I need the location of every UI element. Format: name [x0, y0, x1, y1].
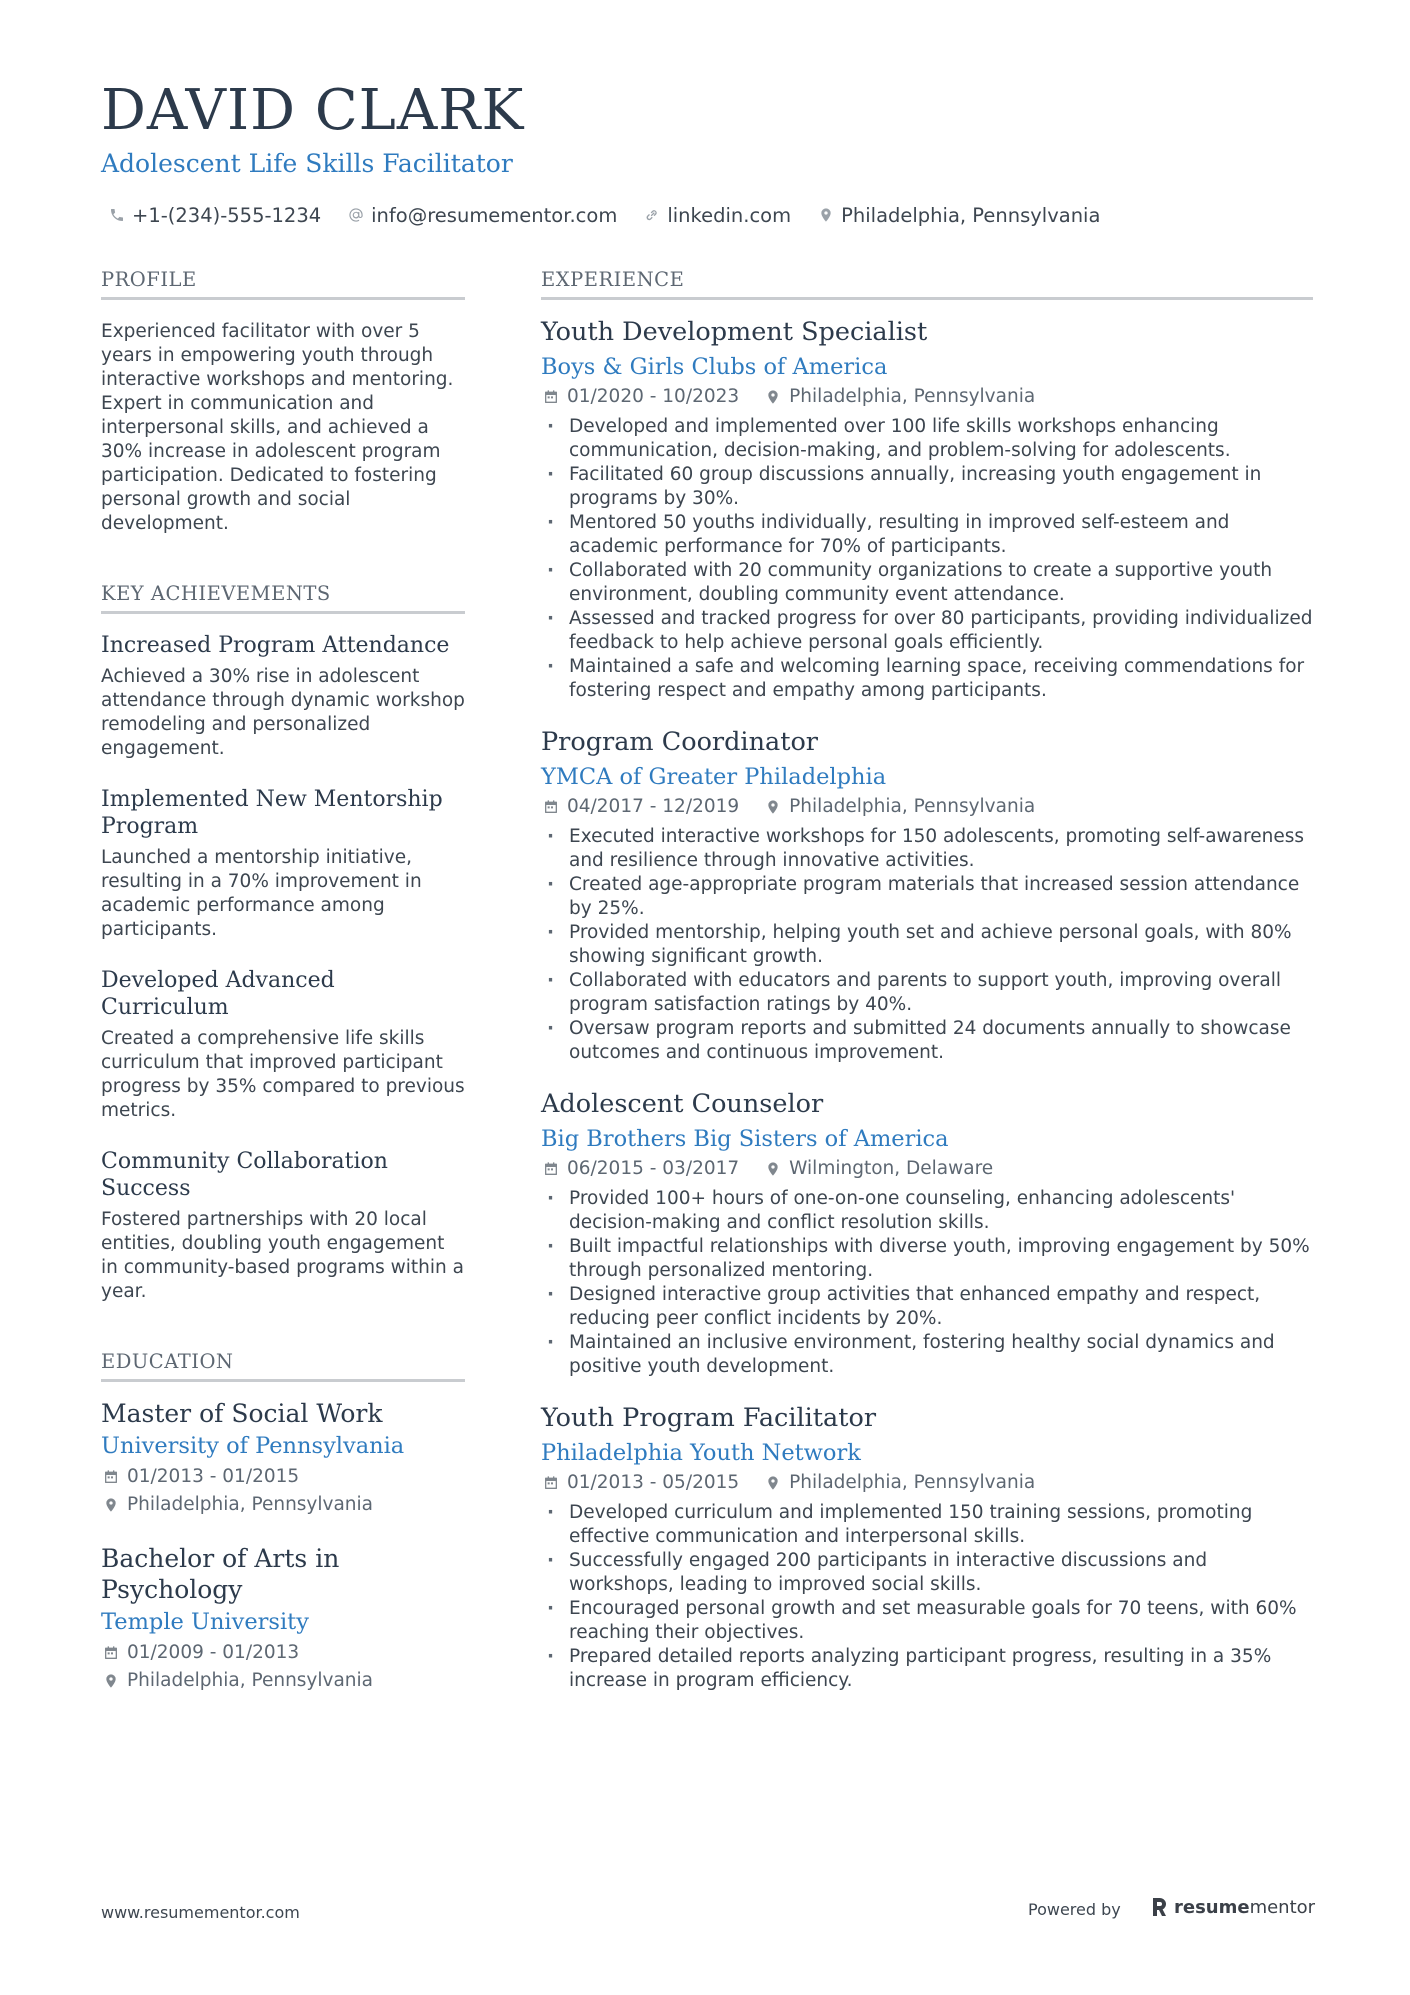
education-dates-text: 01/2009 - 01/2013	[127, 1642, 300, 1663]
education-item	[101, 1398, 465, 1517]
bullet-item: · Encouraged personal growth and set measurable goals for 70 teens, with 60% reaching their objectives.	[541, 1597, 1313, 1645]
location-pin-icon	[765, 799, 781, 815]
bullet-item: · Provided mentorship, helping youth set and achieve personal goals, with 80% showing significant growth.	[541, 921, 1313, 969]
linkedin-text: linkedin.com	[667, 203, 792, 227]
candidate-title: Adolescent Life Skills Facilitator	[101, 149, 513, 178]
job-entry	[541, 1088, 1313, 1379]
education-dates	[101, 1465, 465, 1489]
achievement-title: Community Collaboration Success	[101, 1149, 388, 1201]
education-dates	[101, 1641, 465, 1665]
education-school: Temple University	[101, 1609, 309, 1635]
education-section	[101, 1350, 465, 1693]
bullet-item: · Maintained an inclusive environment, fostering healthy social dynamics and positive youth development.	[541, 1331, 1313, 1379]
achievement-title: Developed Advanced Curriculum	[101, 968, 335, 1020]
brand-logo[interactable]	[1150, 1896, 1315, 1918]
location-pin-icon	[765, 1161, 781, 1177]
job-title: Youth Program Facilitator	[541, 1403, 877, 1433]
phone-text: +1-(234)-555-1234	[132, 203, 322, 227]
education-dates-text: 01/2013 - 01/2015	[127, 1466, 300, 1487]
brand-name-bold: resume	[1174, 1896, 1250, 1918]
job-title: Adolescent Counselor	[541, 1089, 824, 1119]
achievement-desc: Created a comprehensive life skills curriculum that improved participant progress by 35% compared to previous metrics.	[101, 1028, 465, 1121]
right-column	[541, 268, 1313, 1693]
achievement-desc: Fostered partnerships with 20 local entities, doubling youth engagement in community-based programs within a year.	[101, 1209, 464, 1302]
job-location	[763, 1471, 1035, 1495]
profile-section	[101, 268, 465, 536]
job-meta	[541, 1471, 1313, 1495]
bullet-item: · Collaborated with educators and parents to support youth, improving overall program satisfaction ratings by 40%.	[541, 969, 1313, 1017]
location-pin-icon	[765, 389, 781, 405]
bullet-item: · Prepared detailed reports analyzing participant progress, resulting in a 35% increase in program efficiency.	[541, 1645, 1313, 1693]
achievements-heading: KEY ACHIEVEMENTS	[101, 582, 465, 614]
contact-location	[817, 204, 1100, 227]
location-text: Philadelphia, Pennsylvania	[841, 203, 1101, 227]
bullet-item: · Developed and implemented over 100 life skills workshops enhancing communication, decision-making, and problem-solving for adolescents.	[541, 415, 1313, 463]
achievement-title: Increased Program Attendance	[101, 633, 450, 658]
contact-phone[interactable]	[108, 204, 321, 227]
bullet-item: · Facilitated 60 group discussions annually, increasing youth engagement in programs by 30%.	[541, 463, 1313, 511]
achievement-item	[101, 632, 465, 761]
job-bullets	[541, 1187, 1313, 1379]
calendar-icon	[103, 1469, 119, 1485]
job-meta	[541, 1157, 1313, 1181]
contact-email[interactable]	[347, 204, 617, 227]
achievement-item	[101, 786, 465, 942]
footer-url[interactable]: www.resumementor.com	[101, 1903, 300, 1922]
job-company: Big Brothers Big Sisters of America	[541, 1126, 949, 1152]
bullet-item: · Successfully engaged 200 participants in interactive discussions and workshops, leading to improved social skills.	[541, 1549, 1313, 1597]
powered-by-label: Powered by	[1028, 1900, 1121, 1919]
education-location	[101, 1669, 465, 1693]
bullet-item: · Created age-appropriate program materials that increased session attendance by 25%.	[541, 873, 1313, 921]
bullet-item: · Maintained a safe and welcoming learning space, receiving commendations for fostering respect and empathy among participants.	[541, 655, 1313, 703]
job-title: Youth Development Specialist	[541, 317, 928, 347]
job-entry	[541, 1402, 1313, 1693]
bullet-item: · Executed interactive workshops for 150 adolescents, promoting self-awareness and resilience through innovative activities.	[541, 825, 1313, 873]
calendar-icon	[103, 1645, 119, 1661]
bullet-item: · Collaborated with 20 community organizations to create a supportive youth environment, doubling community event attendance.	[541, 559, 1313, 607]
job-company: YMCA of Greater Philadelphia	[541, 764, 887, 790]
job-bullets	[541, 415, 1313, 703]
email-text: info@resumementor.com	[371, 203, 618, 227]
calendar-icon	[543, 1161, 559, 1177]
job-title: Program Coordinator	[541, 727, 819, 757]
education-location-text: Philadelphia, Pennsylvania	[127, 1670, 374, 1691]
education-location	[101, 1493, 465, 1517]
job-location	[763, 385, 1035, 409]
location-pin-icon	[103, 1497, 119, 1513]
job-location-text: Philadelphia, Pennsylvania	[789, 796, 1036, 817]
profile-heading: PROFILE	[101, 268, 465, 300]
calendar-icon	[543, 799, 559, 815]
education-heading: EDUCATION	[101, 1350, 465, 1382]
achievement-desc: Launched a mentorship initiative, resulting in a 70% improvement in academic performance among participants.	[101, 847, 422, 940]
job-location-text: Wilmington, Delaware	[789, 1158, 994, 1179]
education-item	[101, 1543, 465, 1693]
resumementor-logo-icon	[1150, 1896, 1168, 1918]
contact-linkedin[interactable]	[643, 204, 791, 227]
achievement-item	[101, 1148, 465, 1304]
brand-name-rest: mentor	[1249, 1896, 1316, 1918]
job-company: Philadelphia Youth Network	[541, 1440, 861, 1466]
job-meta	[541, 385, 1313, 409]
job-meta	[541, 795, 1313, 819]
job-location	[763, 1157, 993, 1181]
bullet-item: · Oversaw program reports and submitted 24 documents annually to showcase outcomes and continuous improvement.	[541, 1017, 1313, 1065]
education-degree: Bachelor of Arts in Psychology	[101, 1544, 340, 1604]
experience-heading: EXPERIENCE	[541, 268, 1313, 300]
location-pin-icon	[817, 206, 835, 224]
calendar-icon	[543, 389, 559, 405]
job-dates: 01/2020 - 10/2023	[567, 386, 740, 407]
bullet-item: · Designed interactive group activities that enhanced empathy and respect, reducing peer conflict incidents by 20%.	[541, 1283, 1313, 1331]
achievement-desc: Achieved a 30% rise in adolescent attendance through dynamic workshop remodeling and personalized engagement.	[101, 666, 465, 759]
education-school: University of Pennsylvania	[101, 1433, 405, 1459]
profile-text: Experienced facilitator with over 5 years in empowering youth through interactive workshops and mentoring. Expert in communication and interpersonal skills, and achieved a 30% increase in adolescent program participation. Dedicated to fostering personal growth and social development.	[101, 321, 454, 534]
job-dates: 04/2017 - 12/2019	[567, 796, 740, 817]
location-pin-icon	[103, 1673, 119, 1689]
job-dates: 06/2015 - 03/2017	[567, 1158, 740, 1179]
achievement-title: Implemented New Mentorship Program	[101, 787, 443, 839]
contact-bar	[108, 201, 1126, 229]
at-icon	[347, 206, 365, 224]
calendar-icon	[543, 1475, 559, 1491]
job-entry	[541, 316, 1313, 703]
bullet-item: · Assessed and tracked progress for over 80 participants, providing individualized feedback to help achieve personal goals efficiently.	[541, 607, 1313, 655]
candidate-name: DAVID CLARK	[101, 78, 525, 143]
job-entry	[541, 726, 1313, 1065]
location-pin-icon	[765, 1475, 781, 1491]
job-location-text: Philadelphia, Pennsylvania	[789, 1472, 1036, 1493]
education-degree: Master of Social Work	[101, 1399, 383, 1428]
bullet-item: · Provided 100+ hours of one-on-one counseling, enhancing adolescents' decision-making and conflict resolution skills.	[541, 1187, 1313, 1235]
job-location	[763, 795, 1035, 819]
link-icon	[643, 206, 661, 224]
bullet-item: · Built impactful relationships with diverse youth, improving engagement by 50% through personalized mentoring.	[541, 1235, 1313, 1283]
education-location-text: Philadelphia, Pennsylvania	[127, 1494, 374, 1515]
job-bullets	[541, 1501, 1313, 1693]
job-bullets	[541, 825, 1313, 1065]
left-column	[101, 268, 465, 1693]
job-dates: 01/2013 - 05/2015	[567, 1472, 740, 1493]
job-company: Boys & Girls Clubs of America	[541, 354, 888, 380]
achievement-item	[101, 967, 465, 1123]
achievements-section	[101, 582, 465, 1304]
phone-icon	[108, 206, 126, 224]
job-location-text: Philadelphia, Pennsylvania	[789, 386, 1036, 407]
bullet-item: · Mentored 50 youths individually, resulting in improved self-esteem and academic performance for 70% of participants.	[541, 511, 1313, 559]
bullet-item: · Developed curriculum and implemented 150 training sessions, promoting effective communication and interpersonal skills.	[541, 1501, 1313, 1549]
